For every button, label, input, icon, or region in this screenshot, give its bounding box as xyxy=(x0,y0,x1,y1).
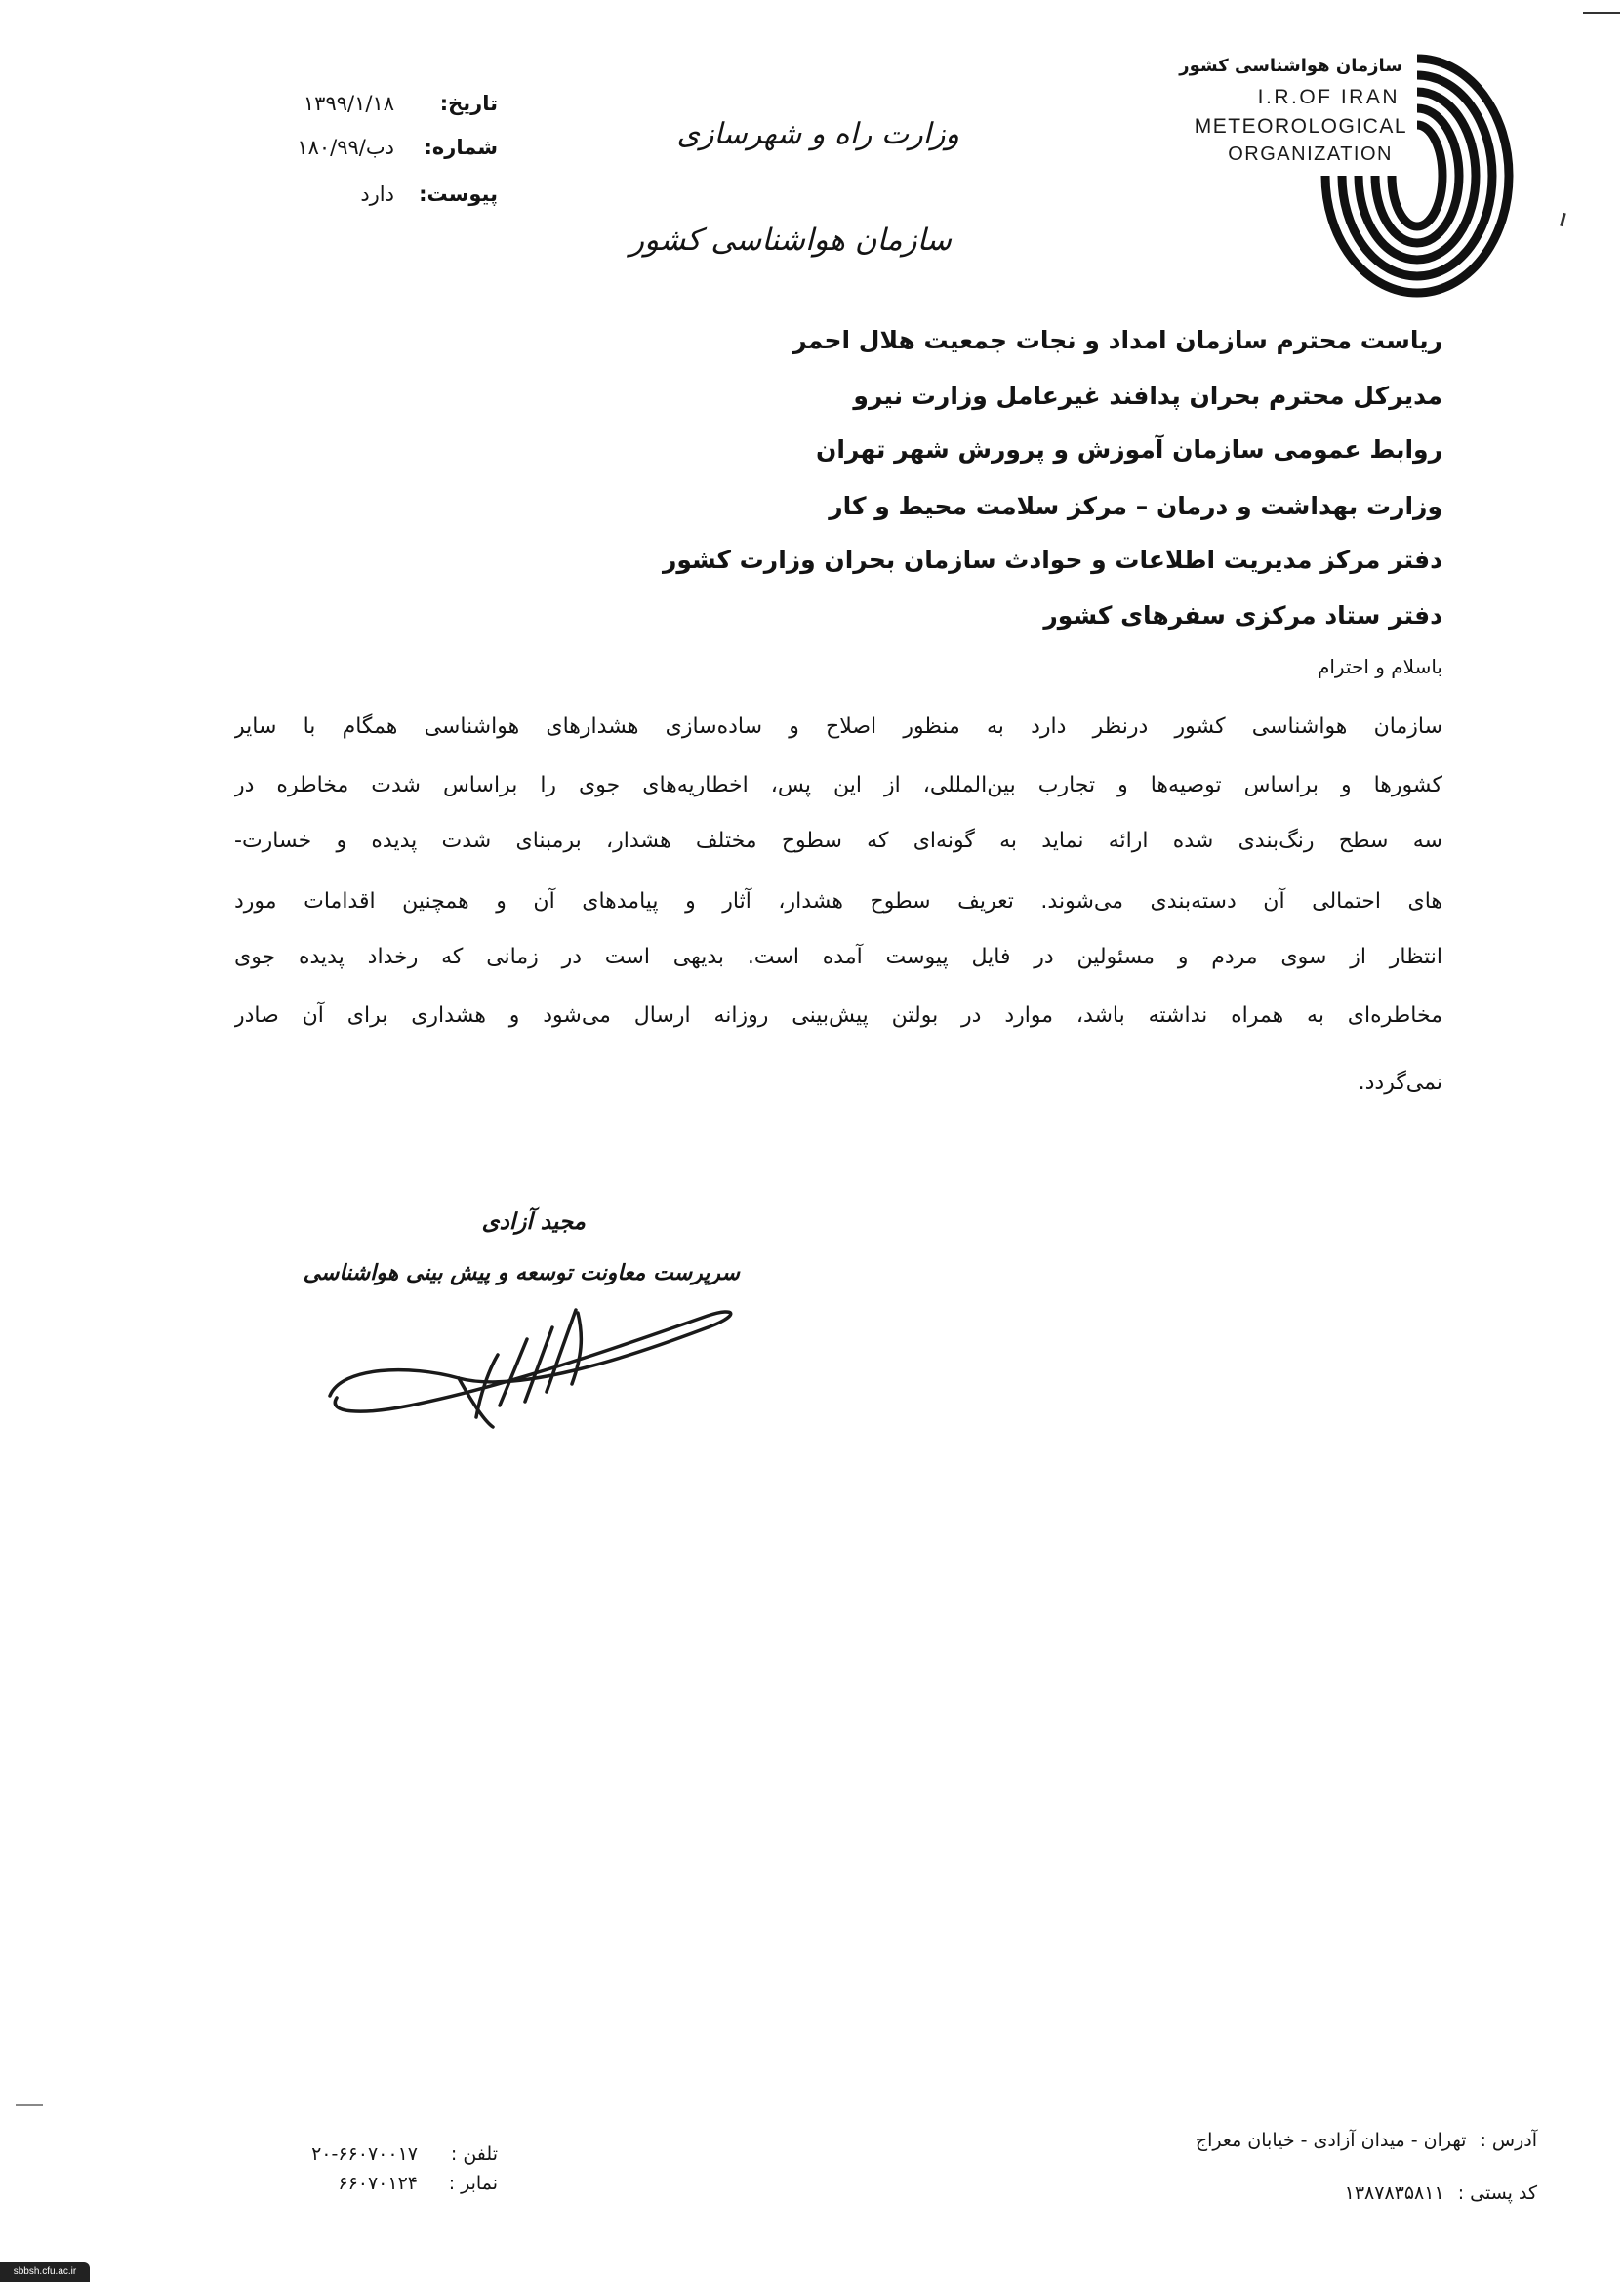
footer-postal-value: ۱۳۸۷۸۳۵۸۱۱ xyxy=(1344,2182,1444,2204)
logo-org-name-fa: سازمان هواشناسی کشور xyxy=(1179,56,1402,76)
recipient-line: وزارت بهداشت و درمان – مرکز سلامت محیط و کار xyxy=(829,492,1442,520)
logo-line-iran: I.R.OF IRAN xyxy=(1257,86,1400,108)
meta-date-value: ۱۳۹۹/۱/۱۸ xyxy=(303,92,394,115)
meta-number-label: شماره: xyxy=(424,136,498,159)
meta-date-row xyxy=(304,89,498,118)
recipient-line: روابط عمومی سازمان آموزش و پرورش شهر تهران xyxy=(816,435,1442,464)
scan-artifact-mark xyxy=(1560,213,1566,226)
footer-fax-label: نمابر : xyxy=(448,2173,498,2194)
meta-date-label: تاریخ: xyxy=(439,92,498,115)
footer-postal-row xyxy=(1345,2180,1537,2206)
logo-ring xyxy=(1392,125,1442,226)
footer-phone-row xyxy=(311,2141,498,2167)
footer-postal-label: کد پستی : xyxy=(1457,2182,1537,2204)
recipient-line: دفتر مرکز مدیریت اطلاعات و حوادث سازمان بحران وزارت کشور xyxy=(662,546,1442,574)
watermark-badge: sbbsh.cfu.ac.ir xyxy=(0,2262,90,2282)
footer-phone-label: تلفن : xyxy=(450,2143,498,2165)
logo-line-organization: ORGANIZATION xyxy=(1228,143,1393,165)
body-line: های احتمالی آن دسته‌بندی می‌شوند. تعریف سطوح هشدار، آثار و پیامدهای آن و همچنین اقدامات مورد xyxy=(234,889,1442,914)
scan-artifact-mark xyxy=(1583,12,1620,14)
meta-attachment-label: پیوست: xyxy=(419,183,498,206)
meta-number-value: ۱۸۰/۹۹/دب xyxy=(297,136,394,159)
greeting: باسلام و احترام xyxy=(1317,655,1442,678)
footer-address-label: آدرس : xyxy=(1480,2130,1537,2151)
meta-attachment-value: دارد xyxy=(360,183,394,206)
body-line: مخاطره‌ای به همراه نداشته باشد، موارد در بولتن پیش‌بینی روزانه ارسال می‌شود و هشداری برای آن صادر xyxy=(234,1003,1442,1028)
body-line: کشورها و براساس توصیه‌ها و تجارب بین‌المللی، از این پس، اخطاریه‌های جوی را براساس شدت مخاطره در xyxy=(234,773,1442,797)
footer-address-row xyxy=(1196,2128,1537,2153)
footer-phone-value: ۲۰-۶۶۰۷۰۰۱۷ xyxy=(311,2143,418,2165)
footer-address-value: تهران - میدان آزادی - خیابان معراج xyxy=(1195,2130,1467,2151)
recipient-line: دفتر ستاد مرکزی سفرهای کشور xyxy=(1043,601,1442,630)
body-line: سه سطح رنگ‌بندی شده ارائه نماید به گونه‌ای که سطوح مختلف هشدار، برمبنای شدت پدیده و خسارت- xyxy=(234,829,1442,853)
ministry-heading: وزارت راه و شهرسازی xyxy=(676,117,959,151)
organization-heading: سازمان هواشناسی کشور xyxy=(629,223,952,258)
meta-number-row xyxy=(297,133,498,162)
scan-artifact-mark xyxy=(16,2104,43,2106)
body-line: سازمان هواشناسی کشور درنظر دارد به منظور اصلاح و ساده‌سازی هشدارهای هواشناسی همگام با سایر xyxy=(234,714,1442,739)
body-line: انتظار از سوی مردم و مسئولین در فایل پیوست آمده است. بدیهی است در زمانی که رخداد پدیده جوی xyxy=(234,945,1442,969)
body-line: نمی‌گردد. xyxy=(1358,1071,1442,1095)
signatory-title: سرپرست معاونت توسعه و پیش بینی هواشناسی xyxy=(303,1261,740,1285)
footer-fax-row xyxy=(338,2171,498,2196)
meta-attachment-row xyxy=(360,180,498,209)
recipient-line: مدیرکل محترم بحران پدافند غیرعامل وزارت نیرو xyxy=(853,382,1442,410)
recipient-line: ریاست محترم سازمان امداد و نجات جمعیت هلال احمر xyxy=(792,326,1442,354)
signatory-name: مجید آزادی xyxy=(481,1209,586,1235)
handwritten-signature xyxy=(293,1288,761,1445)
logo-line-meteorological: METEOROLOGICAL xyxy=(1194,115,1407,138)
footer-fax-value: ۶۶۰۷۰۱۲۴ xyxy=(338,2173,418,2194)
